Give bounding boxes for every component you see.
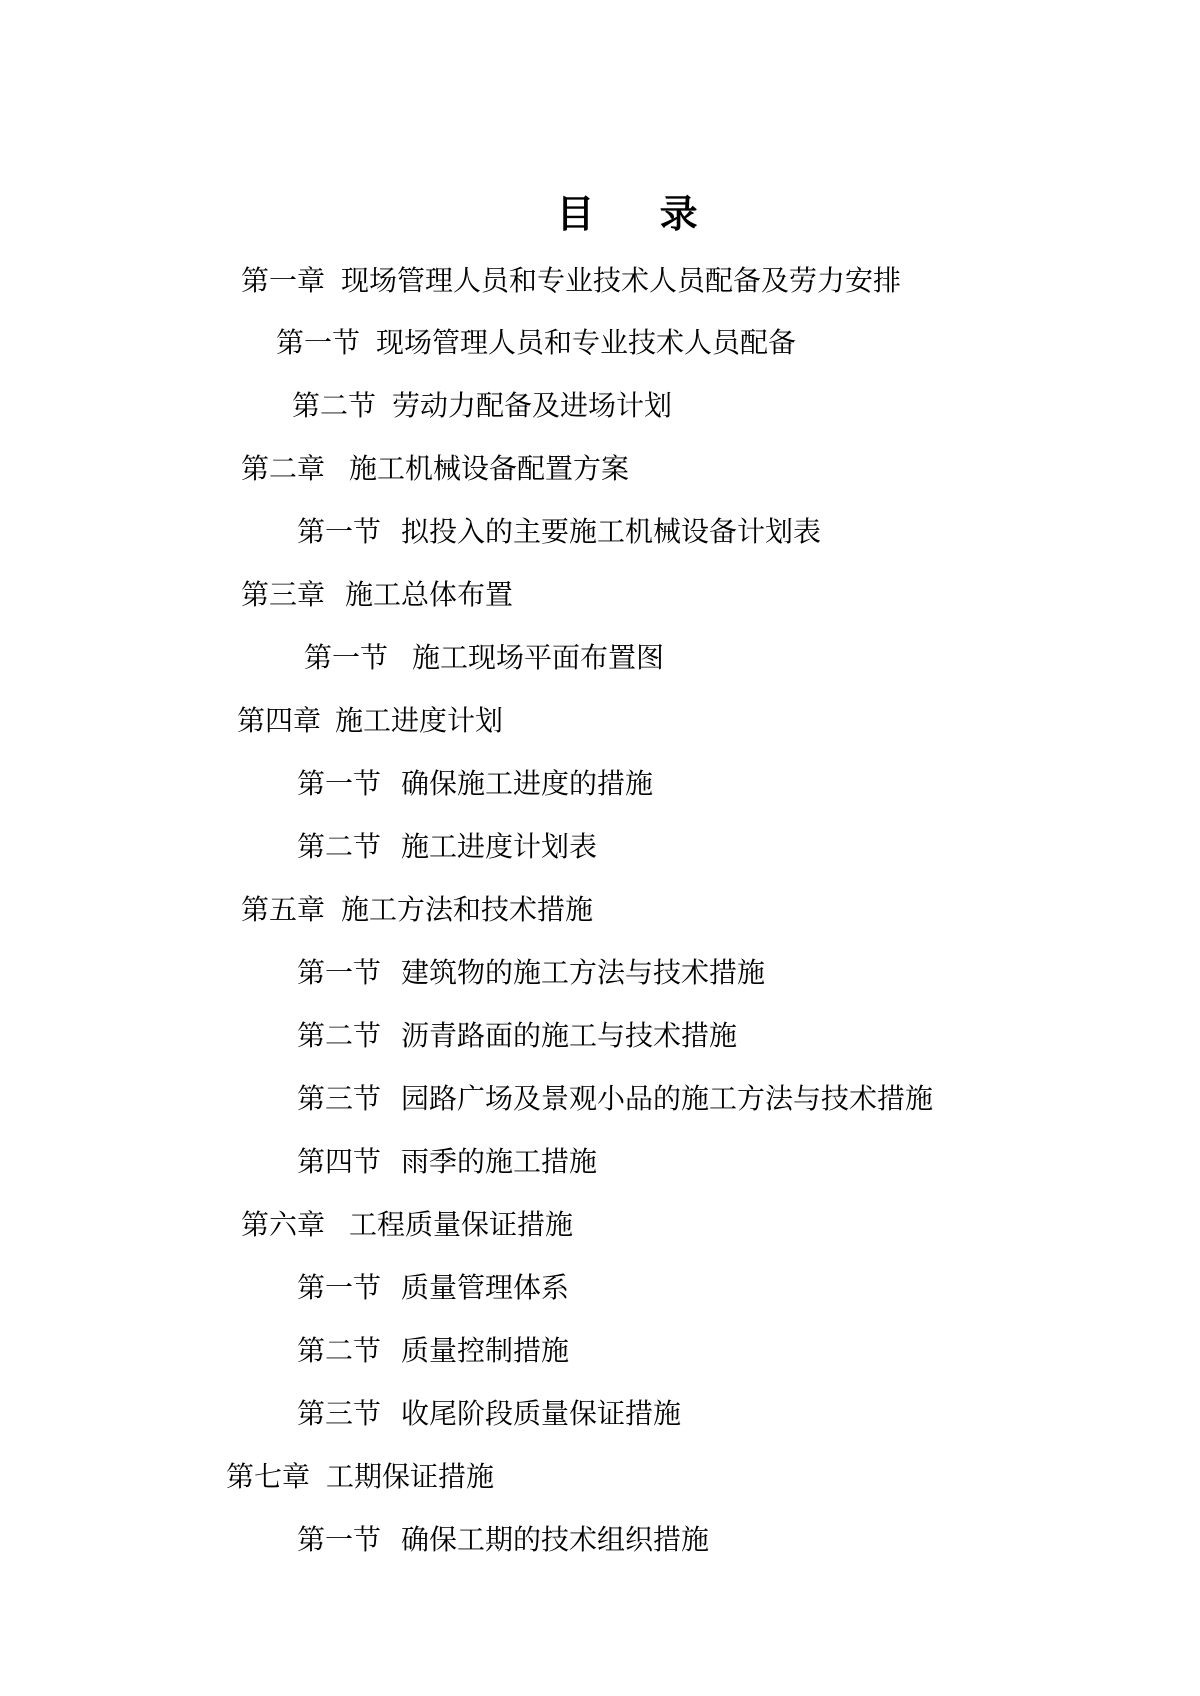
toc-section-5-4[interactable] (297, 1144, 597, 1180)
toc-entry-text: 施工机械设备配置方案 (349, 452, 630, 485)
toc-entry-text: 雨季的施工措施 (401, 1145, 598, 1178)
toc-section-6-2[interactable] (297, 1333, 569, 1369)
toc-entry-text: 施工总体布置 (345, 578, 514, 611)
toc-chapter-1[interactable] (241, 263, 901, 299)
toc-section-2-1[interactable] (297, 514, 821, 550)
toc-entry-number: 第二节 (297, 1019, 382, 1052)
toc-chapter-3[interactable] (241, 577, 513, 613)
toc-entry-number: 第一节 (297, 767, 382, 800)
toc-title: 目 录 (556, 192, 724, 236)
toc-entry-number: 第一节 (297, 956, 382, 989)
toc-chapter-2[interactable] (241, 451, 629, 487)
toc-entry-number: 第三节 (297, 1082, 382, 1115)
toc-chapter-5[interactable] (241, 892, 593, 928)
toc-entry-text: 施工进度计划表 (401, 830, 598, 863)
toc-entry-number: 第一节 (297, 1523, 382, 1556)
toc-section-3-1[interactable] (304, 640, 664, 676)
toc-entry-text: 现场管理人员和专业技术人员配备 (376, 326, 797, 359)
toc-entry-text: 施工进度计划 (335, 704, 504, 737)
toc-section-1-2[interactable] (292, 388, 672, 424)
toc-chapter-6[interactable] (241, 1207, 573, 1243)
toc-entry-number: 第一节 (276, 326, 361, 359)
toc-entry-text: 施工方法和技术措施 (341, 893, 594, 926)
toc-entry-number: 第二节 (292, 389, 377, 422)
toc-entry-text: 拟投入的主要施工机械设备计划表 (401, 515, 822, 548)
toc-section-4-2[interactable] (297, 829, 597, 865)
toc-section-6-1[interactable] (297, 1270, 569, 1306)
toc-section-5-1[interactable] (297, 955, 765, 991)
toc-entry-text: 质量管理体系 (401, 1271, 570, 1304)
toc-entry-number: 第二章 (241, 452, 326, 485)
toc-entry-text: 质量控制措施 (401, 1334, 570, 1367)
toc-section-7-1[interactable] (297, 1522, 709, 1558)
toc-entry-text: 现场管理人员和专业技术人员配备及劳力安排 (341, 264, 902, 297)
toc-section-4-1[interactable] (297, 766, 653, 802)
toc-entry-number: 第三节 (297, 1397, 382, 1430)
toc-entry-number: 第五章 (241, 893, 326, 926)
toc-section-6-3[interactable] (297, 1396, 681, 1432)
toc-entry-number: 第七章 (226, 1460, 311, 1493)
toc-entry-number: 第四章 (237, 704, 322, 737)
toc-entry-text: 收尾阶段质量保证措施 (401, 1397, 682, 1430)
toc-entry-text: 确保施工进度的措施 (401, 767, 654, 800)
toc-entry-number: 第六章 (241, 1208, 326, 1241)
toc-entry-text: 劳动力配备及进场计划 (392, 389, 673, 422)
toc-entry-text: 工期保证措施 (326, 1460, 495, 1493)
toc-entry-number: 第一节 (304, 641, 389, 674)
toc-entry-number: 第一章 (241, 264, 326, 297)
toc-entry-number: 第四节 (297, 1145, 382, 1178)
toc-section-5-3[interactable] (297, 1081, 933, 1117)
toc-entry-number: 第一节 (297, 515, 382, 548)
toc-chapter-7[interactable] (226, 1459, 494, 1495)
toc-chapter-4[interactable] (237, 703, 503, 739)
toc-entry-number: 第二节 (297, 1334, 382, 1367)
toc-entry-text: 确保工期的技术组织措施 (401, 1523, 710, 1556)
toc-entry-text: 沥青路面的施工与技术措施 (401, 1019, 738, 1052)
toc-entry-text: 工程质量保证措施 (349, 1208, 574, 1241)
toc-section-1-1[interactable] (276, 325, 796, 361)
toc-entry-number: 第一节 (297, 1271, 382, 1304)
toc-entry-text: 施工现场平面布置图 (412, 641, 665, 674)
toc-entry-number: 第三章 (241, 578, 326, 611)
toc-section-5-2[interactable] (297, 1018, 737, 1054)
toc-entry-text: 园路广场及景观小品的施工方法与技术措施 (401, 1082, 934, 1115)
toc-entry-text: 建筑物的施工方法与技术措施 (401, 956, 766, 989)
toc-entry-number: 第二节 (297, 830, 382, 863)
